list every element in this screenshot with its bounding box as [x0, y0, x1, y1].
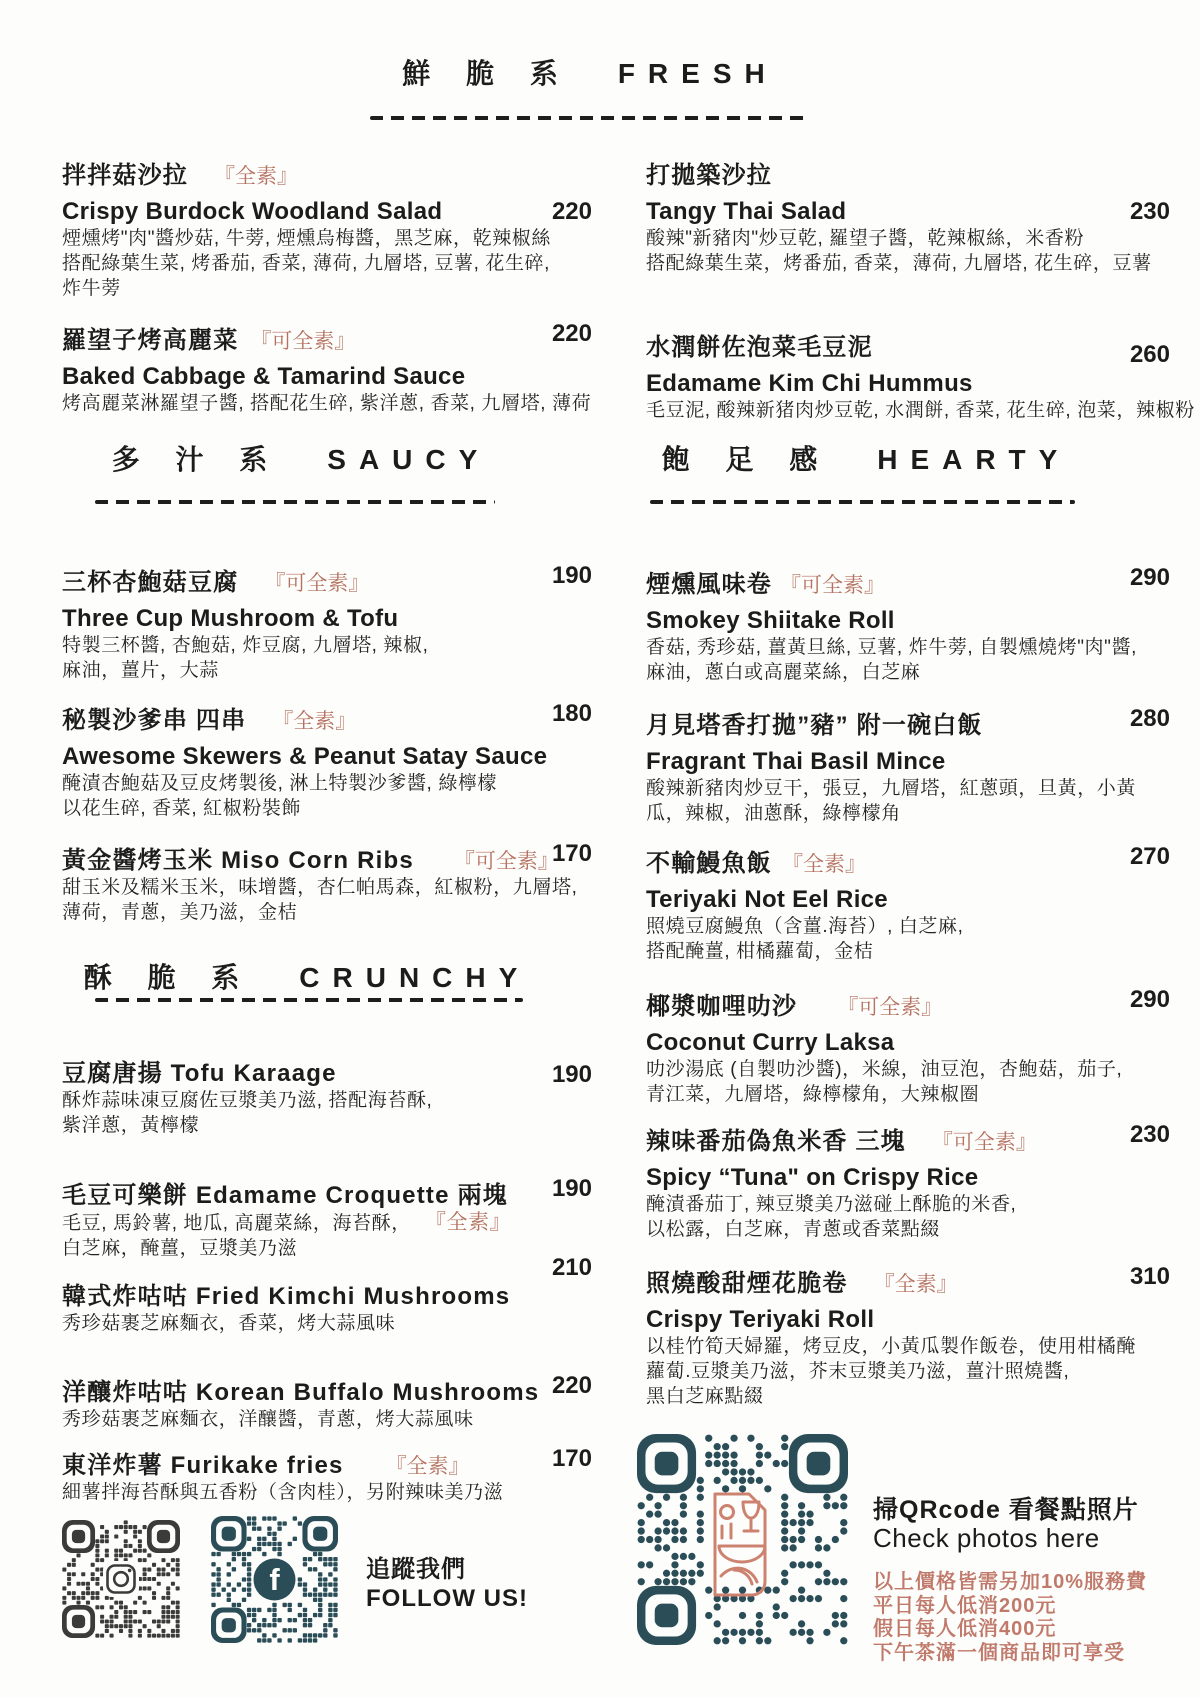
- item-price: 190: [551, 1061, 592, 1088]
- item-desc-line: 毛豆泥, 酸辣新猪肉炒豆乾, 水潤餅, 香菜, 花生碎, 泡菜，辣椒粉: [646, 400, 1195, 421]
- menu-photos-qr-code: [637, 1434, 848, 1645]
- item-price: 230: [1129, 198, 1170, 225]
- item-desc-line: [62, 1210, 592, 1236]
- item-price: 290: [1129, 986, 1170, 1013]
- item-en-row: [62, 743, 592, 771]
- item-name-zh: 羅望子烤高麗菜: [62, 327, 239, 354]
- item-desc-line: 酸辣新豬肉炒豆干，張豆，九層塔，紅蔥頭，旦黃，小黃: [646, 778, 1137, 799]
- divider-dashed: [370, 116, 810, 120]
- section-header-hearty: [646, 438, 1086, 478]
- item-en-row: [646, 198, 1170, 226]
- menu-item-tangy-thai-salad: [646, 155, 1170, 276]
- item-name-en: Spicy “Tuna" on Crispy Rice: [646, 1164, 979, 1191]
- item-title-row: [62, 320, 592, 355]
- item-price: 220: [551, 320, 592, 347]
- item-price: 310: [1129, 1263, 1170, 1290]
- item-desc-line: 薄荷，青蔥，美乃滋，金桔: [62, 902, 298, 923]
- service-note-line: 平日每人低消200元: [873, 1594, 1057, 1617]
- item-title-row: [62, 155, 592, 190]
- item-desc-line: 酥炸蒜味凍豆腐佐豆漿美乃滋, 搭配海苔酥,: [62, 1090, 433, 1111]
- item-desc-line: 照燒豆腐鰻魚（含薑.海苔）, 白芝麻,: [646, 916, 964, 937]
- vegan-tag: 『可全素』: [780, 574, 885, 597]
- section-title-zh: 酥 脆 系: [83, 962, 254, 993]
- item-desc-line: 以松露，白芝麻，青蔥或香菜點綴: [646, 1219, 941, 1240]
- vegan-tag: 『全素』: [385, 1455, 470, 1478]
- menu-item-coconut-curry-laksa: [646, 986, 1170, 1107]
- item-name-zh: 秘製沙爹串 四串: [62, 707, 247, 734]
- item-name-zh: 打拋築沙拉: [646, 162, 772, 189]
- menu-item-crispy-burdock-salad: [62, 155, 592, 301]
- item-en-row: [646, 370, 1170, 398]
- vegan-tag: 『全素』: [214, 165, 298, 188]
- item-name-en: Three Cup Mushroom & Tofu: [62, 605, 399, 632]
- section-title-en: SAUCY: [327, 444, 491, 475]
- item-name-zh: 月見塔香打拋”豬” 附一碗白飯: [646, 712, 983, 739]
- vegan-tag: 『可全素』: [250, 330, 356, 353]
- item-en-row: [62, 363, 592, 391]
- item-price: 190: [551, 1175, 592, 1202]
- item-name-zh: 辣味番茄偽魚米香 三塊: [646, 1128, 906, 1155]
- item-price: 270: [1129, 843, 1170, 870]
- menu-item-smokey-shiitake-roll: [646, 564, 1170, 685]
- item-en-row: [62, 605, 592, 633]
- item-name-zh: 黃金醬烤玉米 Miso Corn Ribs: [62, 847, 414, 874]
- item-desc-line: 甜玉米及糯米玉米，味增醬，杏仁帕馬森，紅椒粉，九層塔,: [62, 877, 578, 898]
- section-title-en: CRUNCHY: [299, 962, 531, 993]
- menu-item-crispy-teriyaki-roll: [646, 1263, 1170, 1409]
- item-en-row: [646, 607, 1170, 635]
- section-header-fresh: [0, 52, 1180, 92]
- item-name-zh: 水潤餅佐泡菜毛豆泥: [646, 334, 873, 361]
- menu-item-edamame-hummus: [646, 327, 1195, 423]
- item-desc-line: 特製三杯醬, 杏鮑菇, 炸豆腐, 九層塔, 辣椒,: [62, 635, 429, 656]
- item-title-row: [646, 564, 1170, 599]
- item-price: 170: [551, 1445, 592, 1472]
- vegan-tag: 『可全素』: [837, 996, 943, 1019]
- item-name-zh: 洋釀炸咕咕 Korean Buffalo Mushrooms: [62, 1379, 540, 1406]
- item-desc-line: 秀珍菇裹芝麻麵衣，香菜，烤大蒜風味: [62, 1313, 396, 1334]
- item-desc-line: 秀珍菇裹芝麻麵衣，洋釀醬，青蔥，烤大蒜風味: [62, 1409, 474, 1430]
- item-title-row: [62, 562, 592, 597]
- item-title-row: [62, 1254, 592, 1311]
- section-title-zh: 飽 足 感: [661, 444, 832, 475]
- item-price: 180: [551, 700, 592, 727]
- section-title-zh: 鮮 脆 系: [402, 58, 572, 89]
- divider-dashed: [95, 500, 495, 504]
- item-desc-line: 白芝麻，醃薑，豆漿美乃滋: [62, 1238, 298, 1259]
- item-desc-line: 麻油，蔥白或高麗菜絲，白芝麻: [646, 662, 921, 683]
- svg-text:f: f: [269, 1562, 280, 1597]
- item-name-zh: 椰漿咖哩叻沙: [646, 993, 798, 1020]
- vegan-tag: 『可全素』: [453, 850, 559, 873]
- item-en-row: [646, 1306, 1170, 1334]
- item-desc-line: 以桂竹筍天婦羅，烤豆皮，小黃瓜製作飯卷，使用柑橘醃: [646, 1336, 1137, 1357]
- service-note-line: 假日每人低消400元: [873, 1618, 1057, 1640]
- item-name-zh: 照燒酸甜煙花脆卷: [646, 1270, 848, 1297]
- vegan-tag: 『全素』: [424, 1211, 512, 1234]
- item-title-row: [646, 1263, 1170, 1298]
- item-title-row: [62, 1053, 592, 1088]
- item-title-row: [62, 1372, 592, 1407]
- item-title-row: [646, 327, 1170, 368]
- item-name-zh: 不輸鰻魚飯: [646, 850, 772, 877]
- item-title-row: [62, 1175, 592, 1210]
- menu-item-baked-cabbage: [62, 320, 592, 416]
- item-desc-line: 蘿蔔.豆漿美乃滋，芥末豆漿美乃滋，薑汁照燒醬,: [646, 1361, 1070, 1382]
- item-title-row: [646, 705, 1170, 740]
- item-price: 280: [1129, 705, 1170, 732]
- item-price: 210: [551, 1254, 592, 1281]
- item-name-en: Baked Cabbage & Tamarind Sauce: [62, 363, 466, 390]
- divider-dashed: [95, 998, 523, 1002]
- follow-us-label-zh: 追蹤我們: [366, 1556, 466, 1583]
- item-name-en: Awesome Skewers & Peanut Satay Sauce: [62, 743, 548, 770]
- item-desc-line: 搭配綠葉生菜，烤番茄, 香菜，薄荷, 九層塔, 花生碎，豆薯: [646, 253, 1152, 274]
- menu-item-spicy-tuna-crispy-rice: [646, 1121, 1170, 1242]
- item-desc-line: 搭配醃薑, 柑橘蘿蔔，金桔: [646, 941, 874, 962]
- item-desc-line: 細薯拌海苔酥與五香粉（含肉桂），另附辣味美乃滋: [62, 1482, 504, 1503]
- section-title-en: HEARTY: [877, 444, 1071, 475]
- item-name-zh: 三杯杏鮑菇豆腐: [62, 569, 239, 596]
- item-desc-line: 青江菜，九層塔，綠檸檬角，大辣椒圈: [646, 1084, 980, 1105]
- facebook-qr-code: [211, 1516, 338, 1643]
- item-title-row: [62, 840, 592, 875]
- item-price: 290: [1129, 564, 1170, 591]
- item-title-row: [646, 155, 1170, 190]
- menu-item-korean-buffalo-mushrooms: [62, 1372, 592, 1432]
- vegan-tag: 『全素』: [873, 1273, 958, 1296]
- vegan-tag: 『全素』: [272, 710, 357, 733]
- item-title-row: [646, 986, 1170, 1021]
- item-desc-line: 瓜，辣椒，油蔥酥，綠檸檬角: [646, 803, 901, 824]
- menu-item-three-cup-mushroom: [62, 562, 592, 683]
- menu-item-satay-skewers: [62, 700, 592, 821]
- scan-qr-label-zh: 掃QRcode 看餐點照片: [873, 1496, 1139, 1524]
- item-price: 190: [551, 562, 592, 589]
- item-price: 170: [551, 840, 592, 867]
- item-desc-line: 香菇, 秀珍菇, 薑黃旦絲, 豆薯, 炸牛蒡, 自製燻燒烤"肉"醬,: [646, 637, 1137, 658]
- item-name-en: Edamame Kim Chi Hummus: [646, 370, 973, 397]
- item-title-row: [62, 1445, 592, 1480]
- service-note-line: 以上價格皆需另加10%服務費: [873, 1571, 1148, 1593]
- item-name-en: Smokey Shiitake Roll: [646, 607, 895, 634]
- item-desc-line: 酸辣"新豬肉"炒豆乾, 羅望子醬，乾辣椒絲，米香粉: [646, 228, 1085, 249]
- item-name-zh: 煙燻風味卷: [646, 571, 772, 598]
- item-title-row: [62, 700, 592, 735]
- item-name-en: Fragrant Thai Basil Mince: [646, 748, 946, 775]
- item-name-en: Crispy Teriyaki Roll: [646, 1306, 875, 1333]
- instagram-qr-code: [62, 1520, 180, 1638]
- item-title-row: [646, 843, 1170, 878]
- service-notes: [873, 1571, 1147, 1665]
- item-desc-line: 搭配綠葉生菜, 烤番茄, 香菜, 薄荷, 九層塔, 豆薯, 花生碎,: [62, 253, 551, 274]
- item-name-en: Teriyaki Not Eel Rice: [646, 886, 888, 913]
- item-desc-text: 毛豆, 馬鈴薯, 地瓜, 高麗菜絲，海苔酥，: [62, 1213, 411, 1234]
- section-title-zh: 多 汁 系: [111, 444, 282, 475]
- vegan-tag: 『可全素』: [264, 572, 370, 595]
- item-desc-line: 炸牛蒡: [62, 278, 121, 299]
- section-title-en: FRESH: [617, 58, 778, 89]
- item-name-zh: 毛豆可樂餅 Edamame Croquette 兩塊: [62, 1182, 508, 1209]
- item-desc-line: 以花生碎, 香菜, 紅椒粉裝飾: [62, 798, 302, 819]
- menu-item-edamame-croquette: [62, 1175, 592, 1261]
- item-en-row: [646, 1029, 1170, 1057]
- item-desc-line: 醃漬杏鮑菇及豆皮烤製後, 淋上特製沙爹醬, 綠檸檬: [62, 773, 498, 794]
- scan-qr-label-en: Check photos here: [873, 1523, 1100, 1553]
- menu-item-furikake-fries: [62, 1445, 592, 1505]
- section-header-crunchy: [62, 956, 552, 996]
- item-en-row: [646, 886, 1170, 914]
- item-desc-line: 麻油，薑片，大蒜: [62, 660, 219, 681]
- menu-item-thai-basil-mince: [646, 705, 1170, 826]
- item-desc-line: 叻沙湯底 (自製叻沙醬)，米線，油豆泡，杏鮑菇，茄子,: [646, 1059, 1123, 1080]
- item-en-row: [646, 748, 1170, 776]
- vegan-tag: 『可全素』: [931, 1131, 1037, 1154]
- menu-item-not-eel-rice: [646, 843, 1170, 964]
- menu-item-fried-kimchi-mushrooms: [62, 1254, 592, 1336]
- item-price: 220: [551, 1372, 592, 1399]
- item-name-en: Tangy Thai Salad: [646, 198, 847, 225]
- service-note-line: 下午茶滿一個商品即可享受: [873, 1641, 1125, 1664]
- item-desc-line: 煙燻烤"肉"醬炒菇, 牛蒡, 煙燻烏梅醬，黑芝麻，乾辣椒絲: [62, 228, 552, 249]
- item-desc-line: 醃漬番茄丁, 辣豆漿美乃滋碰上酥脆的米香,: [646, 1194, 1017, 1215]
- item-title-row: [646, 1121, 1170, 1156]
- vegan-tag: 『全素』: [782, 853, 866, 876]
- section-header-saucy: [62, 438, 540, 478]
- item-desc-line: 黑白芝麻點綴: [646, 1386, 764, 1407]
- item-desc-line: 紫洋蔥，黃檸檬: [62, 1115, 200, 1136]
- follow-us-label-en: FOLLOW US!: [366, 1585, 528, 1612]
- item-name-en: Crispy Burdock Woodland Salad: [62, 198, 443, 225]
- item-name-en: Coconut Curry Laksa: [646, 1029, 895, 1056]
- item-price: 220: [551, 198, 592, 225]
- menu-item-tofu-karaage: [62, 1053, 592, 1138]
- divider-dashed: [650, 500, 1075, 504]
- item-desc-line: 烤高麗菜淋羅望子醬, 搭配花生碎, 紫洋蔥, 香菜, 九層塔, 薄荷: [62, 393, 592, 414]
- item-en-row: [62, 198, 592, 226]
- item-name-zh: 東洋炸薯 Furikake fries: [62, 1452, 344, 1479]
- item-en-row: [646, 1164, 1170, 1192]
- item-price: 230: [1129, 1121, 1170, 1148]
- item-name-zh: 拌拌菇沙拉: [62, 162, 188, 189]
- item-price: 260: [1129, 341, 1170, 368]
- menu-item-miso-corn-ribs: [62, 840, 592, 925]
- item-name-zh: 韓式炸咕咕 Fried Kimchi Mushrooms: [62, 1283, 511, 1310]
- item-name-zh: 豆腐唐揚 Tofu Karaage: [62, 1060, 337, 1087]
